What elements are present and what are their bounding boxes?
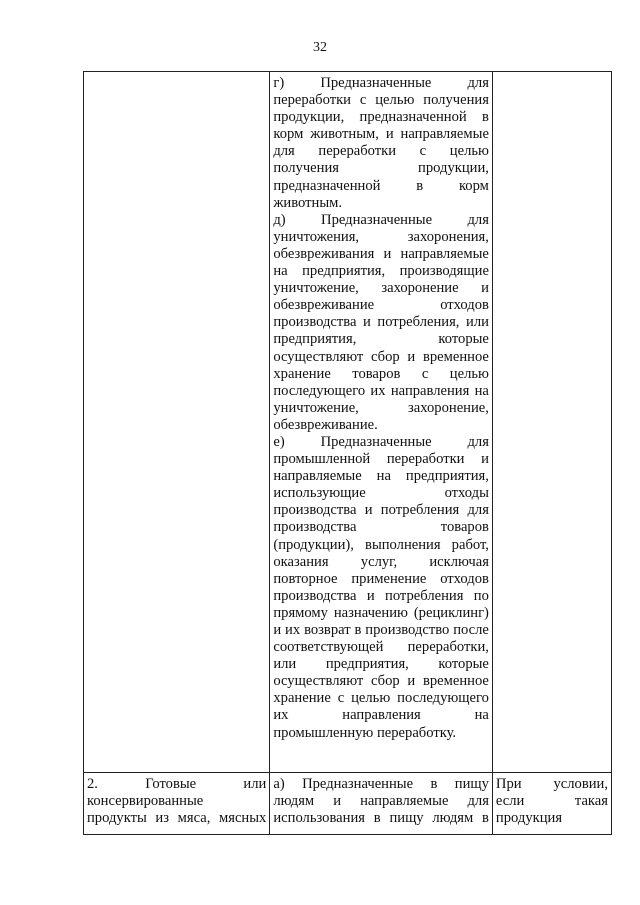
paragraph-g: г) Предназначенные для переработки с целью получения продукции, предназначенной в корм животным, и направляемые для переработки с целью получения продукции, предназначенной в корм животным. [273, 75, 489, 211]
product-name-text: 2. Готовые или консервированные продукты из мяса, мясных [87, 776, 267, 827]
paragraph-e: е) Предназначенные для промышленной переработки и направляемые на предприятия, использующие отходы производства и потребления для производства товаров (продукции), выполнения работ, оказания услуг, исключая повторное применение отходов производства и потребления по прямому назначению (рециклинг) и их возврат в производство после соответствующей переработки, или предприятия, которые осуществляют сбор и временное хранение с целью последующего их направления на промышленную переработку. [273, 433, 489, 741]
table-cell-condition [492, 72, 611, 773]
table-cell-product [84, 773, 270, 835]
paragraph-d: д) Предназначенные для уничтожения, захоронения, обезвреживания и направляемые на предприятия, производящие уничтожение, захоронение и обезвреживание отходов производства и потребления, или предприятия, которые осуществляют сбор и временное хранение товаров с целью последующего их направления на уничтожение, захоронение, обезвреживание. [273, 211, 489, 433]
table-cell-product [84, 72, 270, 773]
table-cell-condition [492, 773, 611, 835]
table-row [84, 773, 612, 835]
condition-text: При условии, если такая продукция [495, 776, 608, 827]
purpose-text: а) Предназначенные в пищу людям и направляемые для использования в пищу людям в [273, 776, 489, 827]
document-table [83, 71, 612, 835]
table-cell-purpose [270, 72, 493, 773]
table-cell-purpose [270, 773, 493, 835]
table-row [84, 72, 612, 773]
page-number: 32 [313, 40, 327, 55]
